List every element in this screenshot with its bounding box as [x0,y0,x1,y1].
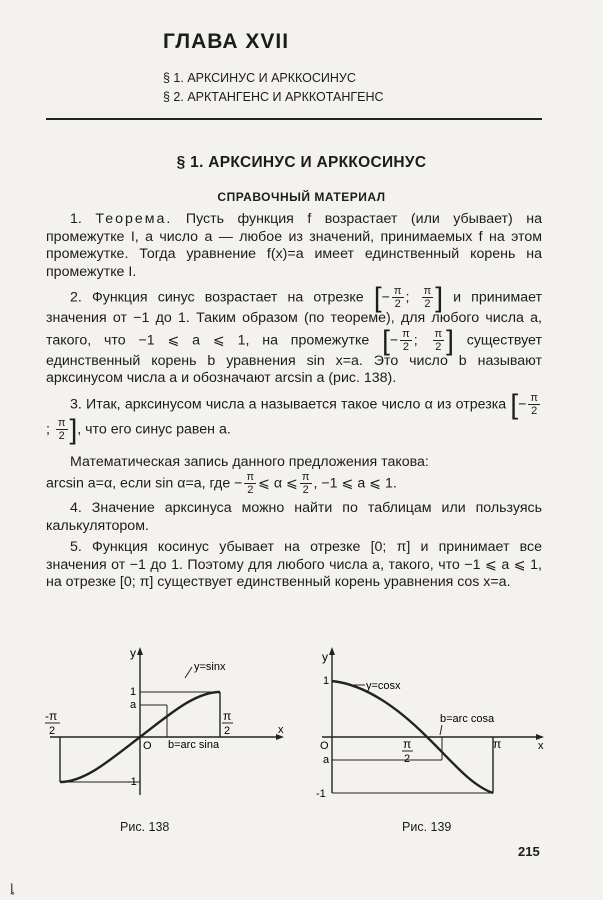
origin-label: O [143,740,152,752]
page-number: 215 [518,844,540,859]
origin-label: O [320,740,329,752]
figure-139-caption: Рис. 139 [402,820,452,834]
a-label: a [130,699,137,711]
figure-139 [310,645,550,805]
b-label: b=arc cosa [440,713,495,725]
paragraph-2: 2. Функция синус возрастает на отрезке [− $\frac{\pi}{2}$ ; $\frac{\pi}{2}$ ] и принимает значения от −1 до 1. Таким образом (по теореме), для любого числа a, такого, что −1 ⩽ a ⩽ 1, на промежутке [− $\frac{\pi}{2}$ ; $\frac{\pi}{2}$ ] существует единственный корень b уравнения sin x=a. Это число b называют арксинусом числа a и обозначают arcsin a (рис. 138). [46,281,543,386]
curve-label: y=sinx [194,661,226,673]
y-label: y [322,650,328,664]
y-axis-arrow [137,647,143,655]
pi-half-num: π [403,737,412,751]
one-label: 1 [323,675,330,687]
pi-half-den: 2 [224,725,231,737]
one-label: 1 [130,686,137,698]
b-label-leader [440,725,442,735]
toc-item-2[interactable]: § 2. АРКТАНГЕНС И АРККОТАНГЕНС [163,90,384,104]
paragraph-1: 1. Теорема. Пусть функция f возрастает (или убывает) на промежутке I, а число a — любое из значений, принимаемых f на этом промежутке. Тогда уравнение f(x)=a имеет единственный корень на промежутке I. [46,211,542,280]
theorem-word: Теорема. [95,211,173,227]
x-label: x [278,724,284,736]
figure-138 [40,645,290,805]
paragraph-5: 5. Функция косинус убывает на отрезке [0; π] и принимает все значения от −1 до 1. Поэтому для любого числа a, такого, что −1 ⩽ a ⩽ 1, на отрезке [0; π] существует единственный корень уравнения cos x=a. [46,539,542,590]
pi-half-num: π [223,709,232,723]
figure-138-caption: Рис. 138 [120,820,170,834]
margin-mark: ȴ [10,880,14,895]
minus-one-label: -1 [127,776,137,788]
paragraph-4: 4. Значение арксинуса можно найти по таблицам или пользуясь калькулятором. [46,500,542,534]
y-axis-arrow [329,647,335,655]
curve-label: y=cosx [366,680,401,692]
curve-label-leader [185,667,192,678]
toc-item-1[interactable]: § 1. АРКСИНУС И АРККОСИНУС [163,71,356,85]
x-label: x [538,740,544,752]
pi-half-den: 2 [404,753,411,765]
neg-pi-half-den: 2 [49,725,56,737]
y-label: y [130,646,136,660]
pi-label: π [493,737,502,751]
horizontal-rule [46,118,542,120]
minus-one-label: -1 [316,788,326,800]
neg-pi-half-num: -π [45,709,58,723]
subsection-title: СПРАВОЧНЫЙ МАТЕРИАЛ [217,190,386,204]
section-title: § 1. АРКСИНУС И АРККОСИНУС [176,154,427,171]
a-label: a [323,754,330,766]
chapter-title: ГЛАВА XVII [163,30,290,53]
paragraph-3: 3. Итак, арксинусом числа a называется такое число α из отрезка [− $\frac{\pi}{2}$ ; $\frac{\pi}{2}$ ], что его синус равен a. [46,388,538,444]
body-text [46,211,542,596]
paragraph-3-formula: Математическая запись данного предложения такова: arcsin a=α, если sin α=a, где − $\frac{\pi}{2}$ ⩽ α ⩽ $\frac{\pi}{2}$ , −1 ⩽ a ⩽ 1. [46,453,429,496]
b-label: b=arc sina [168,739,220,751]
table-of-contents [163,69,384,107]
